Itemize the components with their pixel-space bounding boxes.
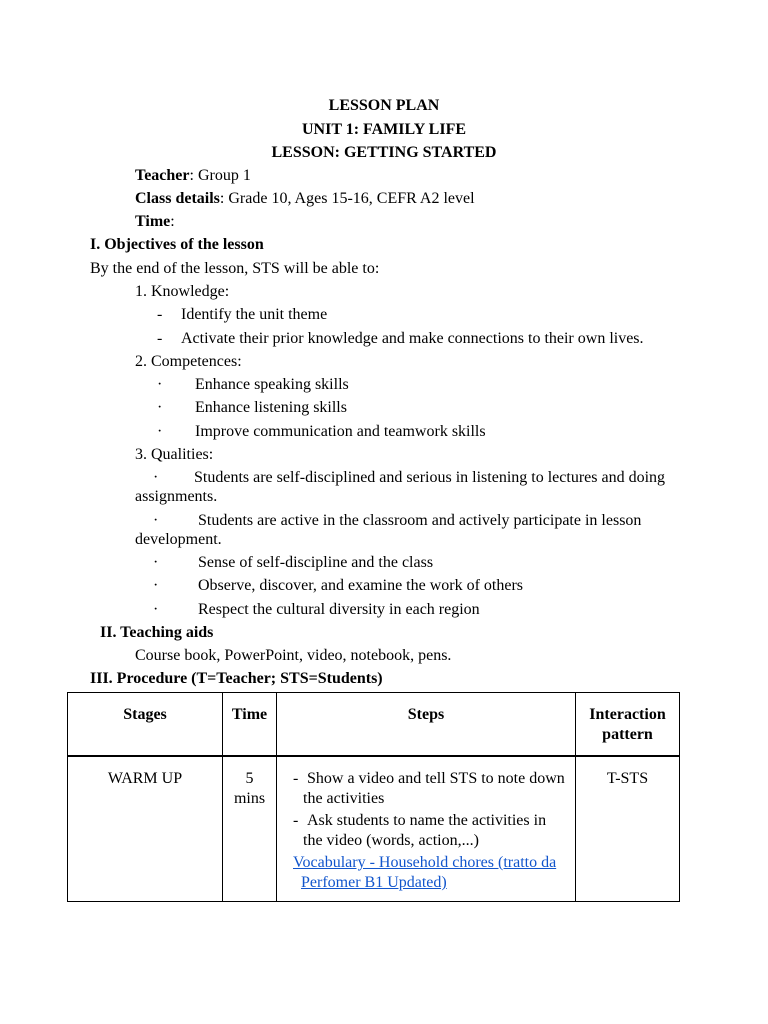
knowledge-heading: 1. Knowledge: xyxy=(135,283,230,300)
quality-dot: · xyxy=(153,554,159,571)
competences-heading: 2. Competences: xyxy=(135,353,242,370)
step-text: Ask students to name the activities in the video (words, action,...) xyxy=(303,812,547,849)
step-dash: - xyxy=(293,770,299,787)
competence-item: Enhance speaking skills xyxy=(195,376,349,393)
table-row xyxy=(68,756,680,902)
class-details-line xyxy=(135,189,475,209)
steps-cell xyxy=(277,756,576,902)
interaction-cell: T-STS xyxy=(576,756,680,902)
quality-item: Sense of self-discipline and the class xyxy=(198,554,434,571)
competence-dot: · xyxy=(157,423,163,440)
procedure-table xyxy=(67,692,680,902)
doc-title: LESSON PLAN xyxy=(328,97,440,114)
step-dash: - xyxy=(293,812,299,829)
quality-dot: · xyxy=(153,469,159,486)
quality-item: Respect the cultural diversity in each region xyxy=(198,601,480,618)
quality-dot: · xyxy=(153,601,159,618)
teaching-aids-heading: II. Teaching aids xyxy=(100,624,214,641)
lesson-title: LESSON: GETTING STARTED xyxy=(271,144,497,161)
class-details-value: : Grade 10, Ages 15-16, CEFR A2 level xyxy=(219,190,475,207)
video-link[interactable]: Vocabulary - Household chores (tratto da Perfomer B1 Updated) xyxy=(293,854,557,891)
column-header-steps: Steps xyxy=(277,693,576,757)
step-text: Show a video and tell STS to note down the activities xyxy=(303,770,565,807)
knowledge-item: Identify the unit theme xyxy=(181,306,328,323)
knowledge-item: Activate their prior knowledge and make connections to their own lives. xyxy=(181,330,644,347)
time-label: Time xyxy=(135,213,171,230)
knowledge-dash: - xyxy=(157,306,163,323)
quality-item: Students are active in the classroom and actively participate in lesson xyxy=(198,512,642,529)
objectives-heading: I. Objectives of the lesson xyxy=(90,236,264,253)
teacher-label: Teacher xyxy=(135,167,190,184)
step-item xyxy=(293,811,567,851)
quality-item: Observe, discover, and examine the work of others xyxy=(198,577,524,594)
column-header-interaction: Interaction pattern xyxy=(576,693,680,757)
class-details-label: Class details xyxy=(135,190,220,207)
unit-title: UNIT 1: FAMILY LIFE xyxy=(301,121,467,138)
stage-cell: WARM UP xyxy=(68,756,223,902)
qualities-heading: 3. Qualities: xyxy=(135,446,214,463)
competence-dot: · xyxy=(157,376,163,393)
quality-item-cont: assignments. xyxy=(135,488,218,505)
quality-dot: · xyxy=(153,577,159,594)
column-header-stages: Stages xyxy=(68,693,223,757)
time-cell: 5 mins xyxy=(223,756,277,902)
competence-item: Enhance listening skills xyxy=(195,399,347,416)
competence-item: Improve communication and teamwork skills xyxy=(195,423,486,440)
teacher-value: : Group 1 xyxy=(189,167,251,184)
teaching-aids-text: Course book, PowerPoint, video, notebook, pens. xyxy=(135,647,452,664)
time-value: : xyxy=(170,213,175,230)
competence-dot: · xyxy=(157,399,163,416)
time-line xyxy=(135,212,175,232)
step-item xyxy=(293,769,567,809)
quality-item-cont: development. xyxy=(135,531,222,548)
procedure-heading: III. Procedure (T=Teacher; STS=Students) xyxy=(90,670,383,687)
table-header-row xyxy=(68,693,680,757)
knowledge-dash: - xyxy=(157,330,163,347)
quality-dot: · xyxy=(153,512,159,529)
teacher-line xyxy=(135,166,251,186)
objectives-intro: By the end of the lesson, STS will be able to: xyxy=(90,260,380,277)
column-header-time: Time xyxy=(223,693,277,757)
quality-item: Students are self-disciplined and serious in listening to lectures and doing xyxy=(194,469,666,486)
